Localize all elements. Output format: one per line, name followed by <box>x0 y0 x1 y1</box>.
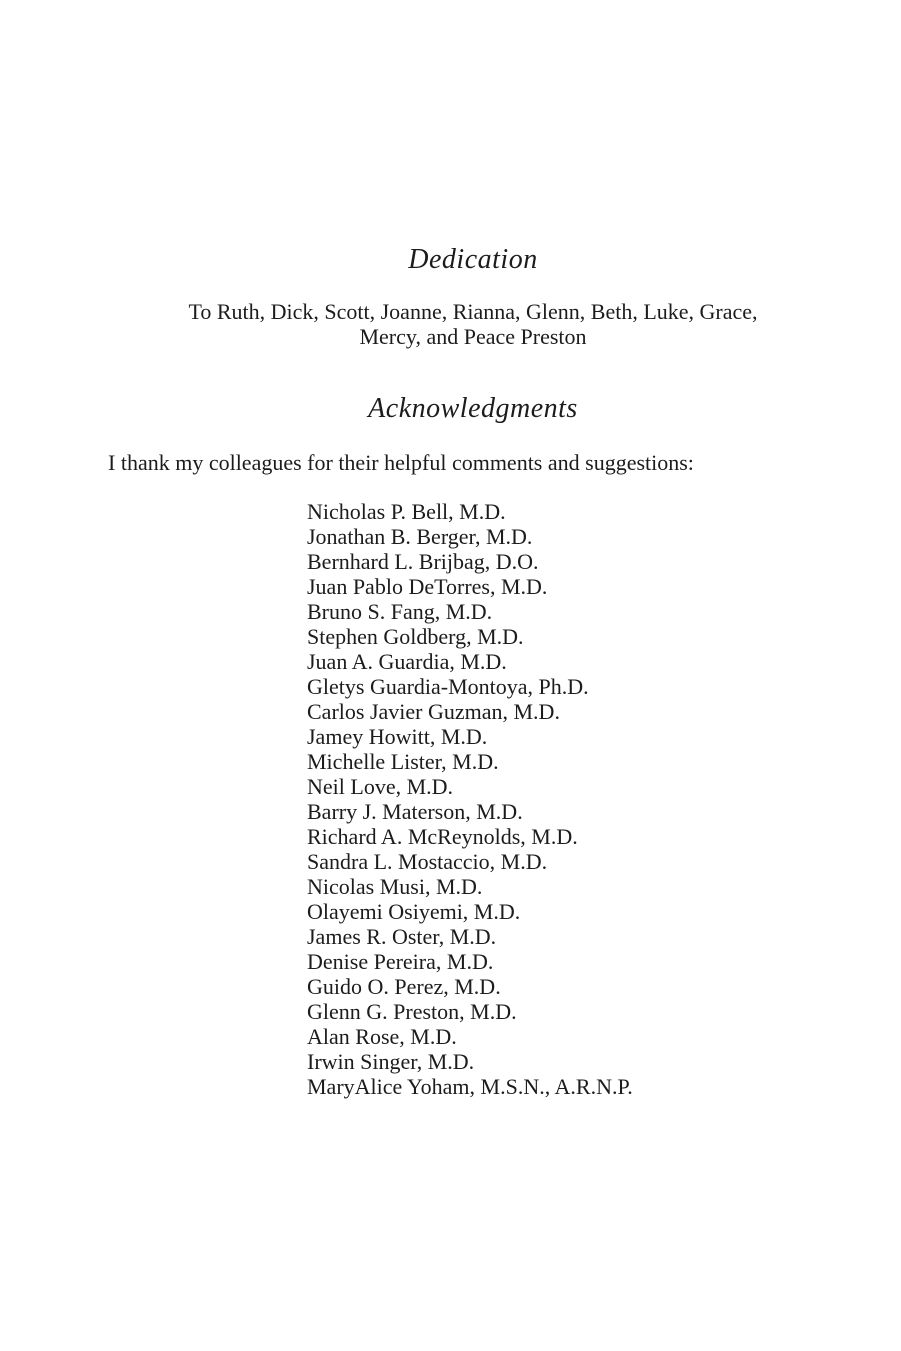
acknowledgment-names-list <box>307 499 633 1099</box>
acknowledgment-name: Neil Love, M.D. <box>307 774 454 799</box>
acknowledgment-name: Bruno S. Fang, M.D. <box>307 599 493 624</box>
acknowledgment-name: Sandra L. Mostaccio, M.D. <box>307 849 548 874</box>
acknowledgments-intro: I thank my colleagues for their helpful comments and suggestions: <box>108 450 694 475</box>
acknowledgment-name: Barry J. Materson, M.D. <box>307 799 523 824</box>
acknowledgment-name: Juan A. Guardia, M.D. <box>307 649 507 674</box>
acknowledgment-name: Denise Pereira, M.D. <box>307 949 494 974</box>
acknowledgment-name: Richard A. McReynolds, M.D. <box>307 824 578 849</box>
dedication-heading: Dedication <box>408 244 538 275</box>
acknowledgment-name: Gletys Guardia-Montoya, Ph.D. <box>307 674 589 699</box>
acknowledgment-name: MaryAlice Yoham, M.S.N., A.R.N.P. <box>307 1074 633 1099</box>
acknowledgment-name: Glenn G. Preston, M.D. <box>307 999 517 1024</box>
acknowledgment-name: Alan Rose, M.D. <box>307 1024 457 1049</box>
acknowledgment-name: Nicholas P. Bell, M.D. <box>307 499 506 524</box>
acknowledgment-name: Michelle Lister, M.D. <box>307 749 499 774</box>
dedication-text <box>110 299 836 349</box>
acknowledgment-name: Jamey Howitt, M.D. <box>307 724 488 749</box>
acknowledgment-name: Stephen Goldberg, M.D. <box>307 624 524 649</box>
dedication-text-line-2: Mercy, and Peace Preston <box>359 324 587 349</box>
acknowledgment-name: Carlos Javier Guzman, M.D. <box>307 699 560 724</box>
acknowledgment-name: Juan Pablo DeTorres, M.D. <box>307 574 548 599</box>
acknowledgment-name: James R. Oster, M.D. <box>307 924 497 949</box>
dedication-text-line-1: To Ruth, Dick, Scott, Joanne, Rianna, Glenn, Beth, Luke, Grace, <box>188 299 758 324</box>
acknowledgment-name: Nicolas Musi, M.D. <box>307 874 483 899</box>
acknowledgment-name: Guido O. Perez, M.D. <box>307 974 501 999</box>
acknowledgment-name: Jonathan B. Berger, M.D. <box>307 524 533 549</box>
acknowledgment-name: Bernhard L. Brijbag, D.O. <box>307 549 539 574</box>
acknowledgments-heading: Acknowledgments <box>368 393 578 424</box>
acknowledgment-name: Irwin Singer, M.D. <box>307 1049 475 1074</box>
acknowledgment-name: Olayemi Osiyemi, M.D. <box>307 899 521 924</box>
